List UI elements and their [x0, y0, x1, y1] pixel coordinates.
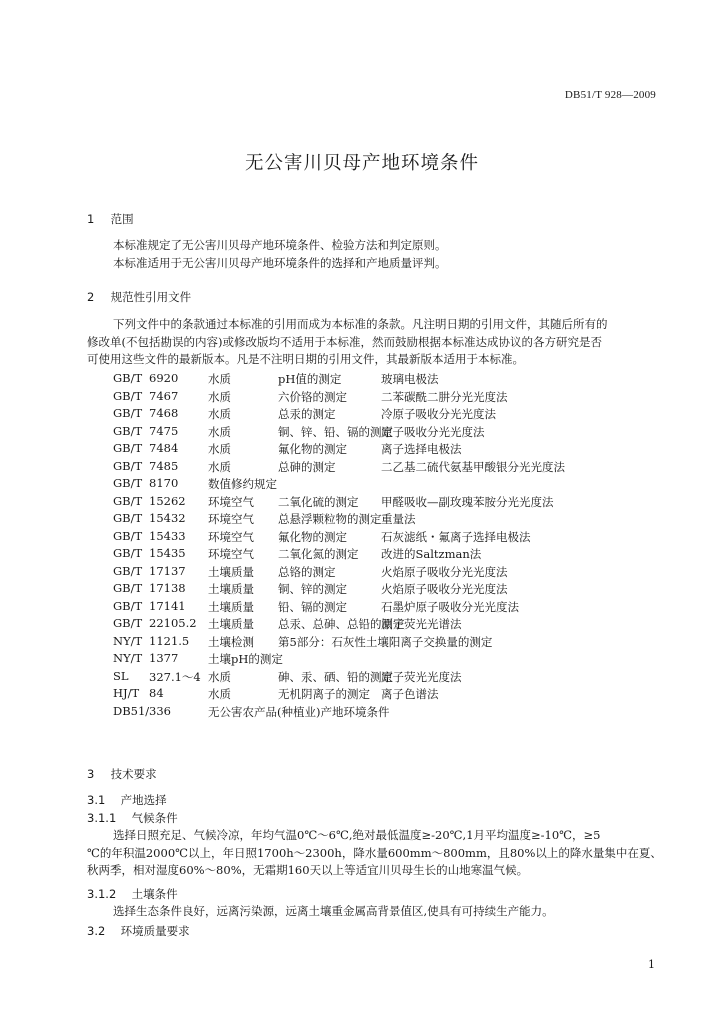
std-subject: 总汞的测定	[278, 407, 336, 421]
std-subject: 氟化物的测定	[278, 442, 347, 456]
std-number: 336	[149, 703, 171, 718]
std-number: 327.1～4	[149, 669, 201, 684]
section-title: 气候条件	[131, 811, 178, 825]
std-subject: 总铬的测定	[278, 564, 336, 579]
section-3-2-heading	[87, 923, 190, 939]
section-title: 环境质量要求	[120, 924, 190, 938]
section-number: 3	[87, 767, 95, 781]
std-number: 17141	[149, 598, 186, 613]
std-prefix: GB/T	[113, 371, 143, 385]
std-subject: 铜、锌的测定	[278, 582, 347, 596]
section-number: 3.1.2	[87, 887, 117, 901]
std-number: 1377	[149, 651, 179, 665]
std-subject: 六价铬的测定	[278, 389, 347, 404]
std-prefix: GB/T	[113, 388, 143, 403]
std-number: 22105.2	[149, 616, 197, 630]
section-number: 1	[87, 212, 95, 226]
std-category: 水质	[208, 442, 231, 456]
text-line: 秋两季，相对湿度60%～80%，无霜期160天以上等适宜川贝母生长的山地寒温气候。	[87, 863, 529, 877]
section-title: 技术要求	[110, 767, 157, 781]
std-prefix: GB/T	[113, 441, 143, 455]
std-subject: 氟化物的测定	[278, 529, 347, 544]
text-line: 选择日照充足、气候冷凉，年均气温0℃～6℃,绝对最低温度≥-20℃,1月平均温度≥-10℃，≥5	[113, 828, 601, 842]
std-category: 水质	[208, 372, 231, 386]
std-number: 15432	[149, 511, 186, 525]
std-number: 15435	[149, 546, 186, 560]
std-subject: 总砷的测定	[278, 459, 336, 474]
section-title: 产地选择	[120, 793, 167, 807]
std-number: 7468	[149, 406, 179, 420]
text-line: 本标准适用于无公害川贝母产地环境条件的选择和产地质量评判。	[113, 255, 447, 270]
std-number: 6920	[149, 371, 179, 385]
std-method: 离子色谱法	[381, 687, 439, 701]
text-line: 修改单(不包括勘误的内容)或修改版均不适用于本标准，然而鼓励根据本标准达成协议的各方研究是否	[87, 334, 602, 349]
section-3-1-1-heading	[87, 810, 178, 826]
section-2-body	[87, 316, 657, 369]
std-prefix: GB/T	[113, 528, 143, 543]
section-2-heading	[87, 289, 191, 305]
text-line: ℃的年积温2000℃以上，年日照1700h～2300h，降水量600mm～800mm，且80%以上的降水量集中在夏、	[87, 845, 662, 860]
std-number: 17138	[149, 581, 186, 595]
section-3-heading	[87, 766, 157, 782]
std-number: 15262	[149, 493, 186, 508]
std-category: 土壤检测	[208, 634, 254, 649]
std-subject: 无机阴离子的测定	[278, 687, 370, 701]
std-method: 离子选择电极法	[381, 442, 462, 456]
std-category: 环境空气	[208, 529, 254, 544]
std-category: 土壤质量	[208, 564, 254, 579]
std-category: 水质	[208, 687, 231, 701]
std-number: 7485	[149, 458, 179, 473]
std-prefix: GB/T	[113, 458, 143, 473]
std-prefix: SL	[113, 668, 129, 683]
std-prefix: GB/T	[113, 546, 143, 560]
std-method: 原子荧光光谱法	[381, 617, 462, 631]
section-3-1-2-heading	[87, 886, 178, 902]
std-category: 水质	[208, 407, 231, 421]
std-subject: pH值的测定	[278, 372, 342, 386]
std-prefix: HJ/T	[113, 686, 140, 700]
std-category: 水质	[208, 424, 231, 439]
std-prefix: GB/T	[113, 423, 143, 438]
std-method: 原子荧光光度法	[381, 669, 462, 684]
text-line: 选择生态条件良好，远离污染源，远离土壤重金属高背景值区,使具有可持续生产能力。	[113, 904, 554, 918]
section-title: 范围	[110, 212, 134, 226]
std-prefix: NY/T	[113, 633, 143, 648]
std-method: 甲醛吸收—副玫瑰苯胺分光光度法	[381, 494, 554, 509]
section-number: 3.1.1	[87, 811, 117, 825]
std-number: 1121.5	[149, 633, 190, 648]
std-prefix: GB/T	[113, 616, 143, 630]
std-category: 环境空气	[208, 494, 254, 509]
std-category: 土壤pH的测定	[208, 652, 283, 666]
std-category: 水质	[208, 669, 231, 684]
section-1-body	[87, 237, 657, 272]
std-prefix: GB/T	[113, 476, 143, 490]
std-method: 火焰原子吸收分光光度法	[381, 582, 508, 596]
std-prefix: GB/T	[113, 406, 143, 420]
std-number: 15433	[149, 528, 186, 543]
std-method: 火焰原子吸收分光光度法	[381, 564, 508, 579]
text-line: 下列文件中的条款通过本标准的引用而成为本标准的条款。凡注明日期的引用文件，其随后所有的	[113, 317, 608, 331]
std-method: 石灰滤纸・氟离子选择电极法	[381, 529, 531, 544]
std-method: 二苯碳酰二肼分光光度法	[381, 389, 508, 404]
std-method: 二乙基二硫代氨基甲酸银分光光度法	[381, 459, 565, 474]
section-title: 土壤条件	[131, 887, 178, 901]
section-number: 2	[87, 290, 95, 304]
std-prefix: GB/T	[113, 598, 143, 613]
text-line: 可使用这些文件的最新版本。凡是不注明日期的引用文件，其最新版本适用于本标准。	[87, 352, 524, 366]
std-prefix: GB/T	[113, 493, 143, 508]
std-subject: 铜、锌、铅、镉的测定	[278, 424, 393, 439]
std-prefix: GB/T	[113, 581, 143, 595]
std-method: 石墨炉原子吸收分光光度法	[381, 599, 519, 614]
std-prefix: GB/T	[113, 511, 143, 525]
page-title: 无公害川贝母产地环境条件	[244, 153, 479, 174]
std-subject: 铅、镉的测定	[278, 599, 347, 614]
std-category: 环境空气	[208, 547, 254, 561]
std-category: 无公害农产品(种植业)产地环境条件	[208, 704, 390, 719]
std-number: 8170	[149, 476, 179, 490]
std-method: 玻璃电极法	[381, 372, 439, 386]
std-category: 水质	[208, 389, 231, 404]
std-number: 17137	[149, 563, 186, 578]
std-method: 重量法	[381, 512, 416, 526]
std-subject: 二氧化硫的测定	[278, 494, 359, 509]
std-category: 环境空气	[208, 512, 254, 526]
std-category: 数值修约规定	[208, 477, 277, 491]
std-category: 土壤质量	[208, 617, 254, 631]
section-1-heading	[87, 211, 134, 227]
std-subject: 总悬浮颗粒物的测定	[278, 512, 382, 526]
std-prefix: GB/T	[113, 563, 143, 578]
std-number: 7484	[149, 441, 179, 455]
section-3-1-1-body	[87, 827, 662, 880]
std-subject: 总汞、总砷、总铅的测定	[278, 617, 405, 631]
std-number: 7475	[149, 423, 179, 438]
section-number: 3.2	[87, 924, 106, 938]
document-code: DB51/T 928—2009	[564, 89, 656, 101]
std-method: 改进的Saltzman法	[381, 547, 482, 561]
std-category: 土壤质量	[208, 582, 254, 596]
page-number: 1	[648, 958, 655, 971]
std-subject: 砷、汞、硒、铅的测定	[278, 669, 393, 684]
std-subject: 第5部分：石灰性土壤阳离子交换量的测定	[278, 634, 493, 649]
std-subject: 二氧化氮的测定	[278, 547, 359, 561]
section-3-1-heading	[87, 792, 167, 808]
section-3-1-2-body	[87, 903, 657, 921]
text-line: 本标准规定了无公害川贝母产地环境条件、检验方法和判定原则。	[113, 238, 447, 252]
section-number: 3.1	[87, 793, 106, 807]
std-method: 原子吸收分光光度法	[381, 424, 485, 439]
std-prefix: DB51/	[113, 703, 150, 718]
std-prefix: NY/T	[113, 651, 143, 665]
std-method: 冷原子吸收分光光度法	[381, 407, 496, 421]
std-category: 水质	[208, 459, 231, 474]
std-category: 土壤质量	[208, 599, 254, 614]
std-number: 84	[149, 686, 164, 700]
section-title: 规范性引用文件	[110, 290, 192, 304]
std-number: 7467	[149, 388, 179, 403]
